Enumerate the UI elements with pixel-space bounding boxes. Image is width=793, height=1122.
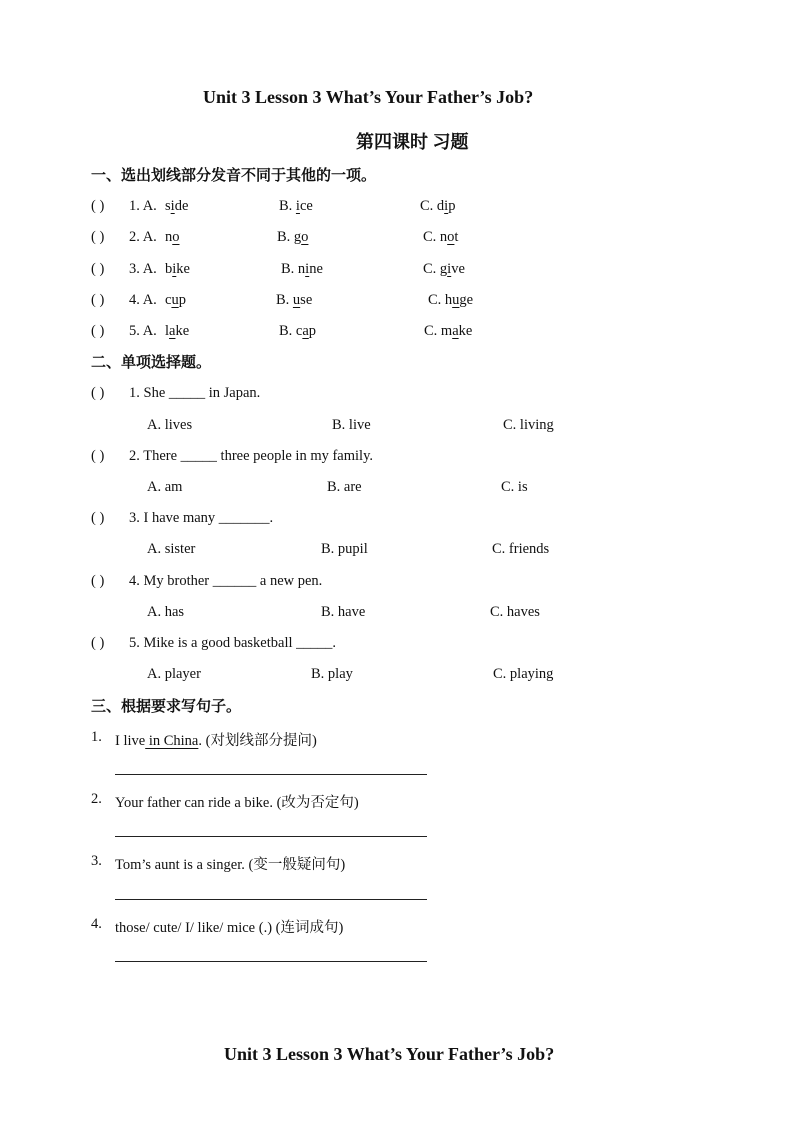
- question-number: 5. A.: [129, 323, 157, 339]
- option-b: B. use: [276, 292, 313, 308]
- option-a: cup: [165, 292, 186, 308]
- question-text: 4. My brother ______ a new pen.: [129, 573, 323, 589]
- option-c: C. huge: [428, 292, 474, 308]
- option-c: C. friends: [492, 541, 550, 557]
- option-a: A. sister: [147, 541, 196, 557]
- answer-blank-line[interactable]: [115, 961, 427, 962]
- option-b: B. are: [327, 479, 362, 495]
- answer-blank-line[interactable]: [115, 899, 427, 900]
- answer-paren[interactable]: ( ): [91, 385, 105, 401]
- page-title: Unit 3 Lesson 3 What’s Your Father’s Job?: [203, 87, 534, 107]
- option-b: B. cap: [279, 323, 317, 339]
- item-text: Tom’s aunt is a singer. (变一般疑问句): [115, 857, 346, 873]
- question-number: 1. A.: [129, 198, 157, 214]
- item-number: 1.: [91, 729, 102, 745]
- section1-heading: 一、选出划线部分发音不同于其他的一项。: [91, 168, 377, 184]
- option-a: A. has: [147, 604, 185, 620]
- option-c: C. dip: [420, 198, 456, 214]
- item-text: I live in China. (对划线部分提问): [115, 733, 317, 749]
- option-a: A. lives: [147, 417, 193, 433]
- option-c: C. playing: [493, 666, 554, 682]
- option-b: B. play: [311, 666, 353, 682]
- question-text: 5. Mike is a good basketball _____.: [129, 635, 337, 651]
- section2-heading: 二、单项选择题。: [91, 355, 212, 371]
- item-number: 2.: [91, 791, 102, 807]
- option-a: lake: [165, 323, 190, 339]
- option-b: B. nine: [281, 261, 323, 277]
- answer-paren[interactable]: ( ): [91, 573, 105, 589]
- question-number: 4. A.: [129, 292, 157, 308]
- option-c: C. not: [423, 229, 459, 245]
- answer-paren[interactable]: ( ): [91, 229, 105, 245]
- question-text: 3. I have many _______.: [129, 510, 274, 526]
- page-subtitle: 第四课时 习题: [356, 132, 469, 152]
- option-a: side: [165, 198, 189, 214]
- answer-blank-line[interactable]: [115, 836, 427, 837]
- option-b: B. have: [321, 604, 366, 620]
- answer-paren[interactable]: ( ): [91, 635, 105, 651]
- answer-paren[interactable]: ( ): [91, 292, 105, 308]
- option-c: C. haves: [490, 604, 540, 620]
- answer-paren[interactable]: ( ): [91, 261, 105, 277]
- option-b: B. live: [332, 417, 371, 433]
- option-a: A. player: [147, 666, 201, 682]
- answer-paren[interactable]: ( ): [91, 198, 105, 214]
- option-c: C. is: [501, 479, 528, 495]
- option-a: A. am: [147, 479, 183, 495]
- option-b: B. go: [277, 229, 309, 245]
- option-c: C. living: [503, 417, 554, 433]
- answer-paren[interactable]: ( ): [91, 510, 105, 526]
- answer-paren[interactable]: ( ): [91, 323, 105, 339]
- item-number: 3.: [91, 853, 102, 869]
- question-text: 2. There _____ three people in my family.: [129, 448, 374, 464]
- section3-heading: 三、根据要求写句子。: [91, 699, 242, 715]
- footer-title: Unit 3 Lesson 3 What’s Your Father’s Job?: [224, 1044, 555, 1064]
- option-a: no: [165, 229, 180, 245]
- option-c: C. make: [424, 323, 473, 339]
- answer-blank-line[interactable]: [115, 774, 427, 775]
- option-a: bike: [165, 261, 190, 277]
- option-c: C. give: [423, 261, 465, 277]
- question-number: 3. A.: [129, 261, 157, 277]
- option-b: B. pupil: [321, 541, 368, 557]
- option-b: B. ice: [279, 198, 313, 214]
- question-text: 1. She _____ in Japan.: [129, 385, 261, 401]
- item-number: 4.: [91, 916, 102, 932]
- question-number: 2. A.: [129, 229, 157, 245]
- answer-paren[interactable]: ( ): [91, 448, 105, 464]
- item-text: Your father can ride a bike. (改为否定句): [115, 795, 359, 811]
- item-text: those/ cute/ I/ like/ mice (.) (连词成句): [115, 920, 344, 936]
